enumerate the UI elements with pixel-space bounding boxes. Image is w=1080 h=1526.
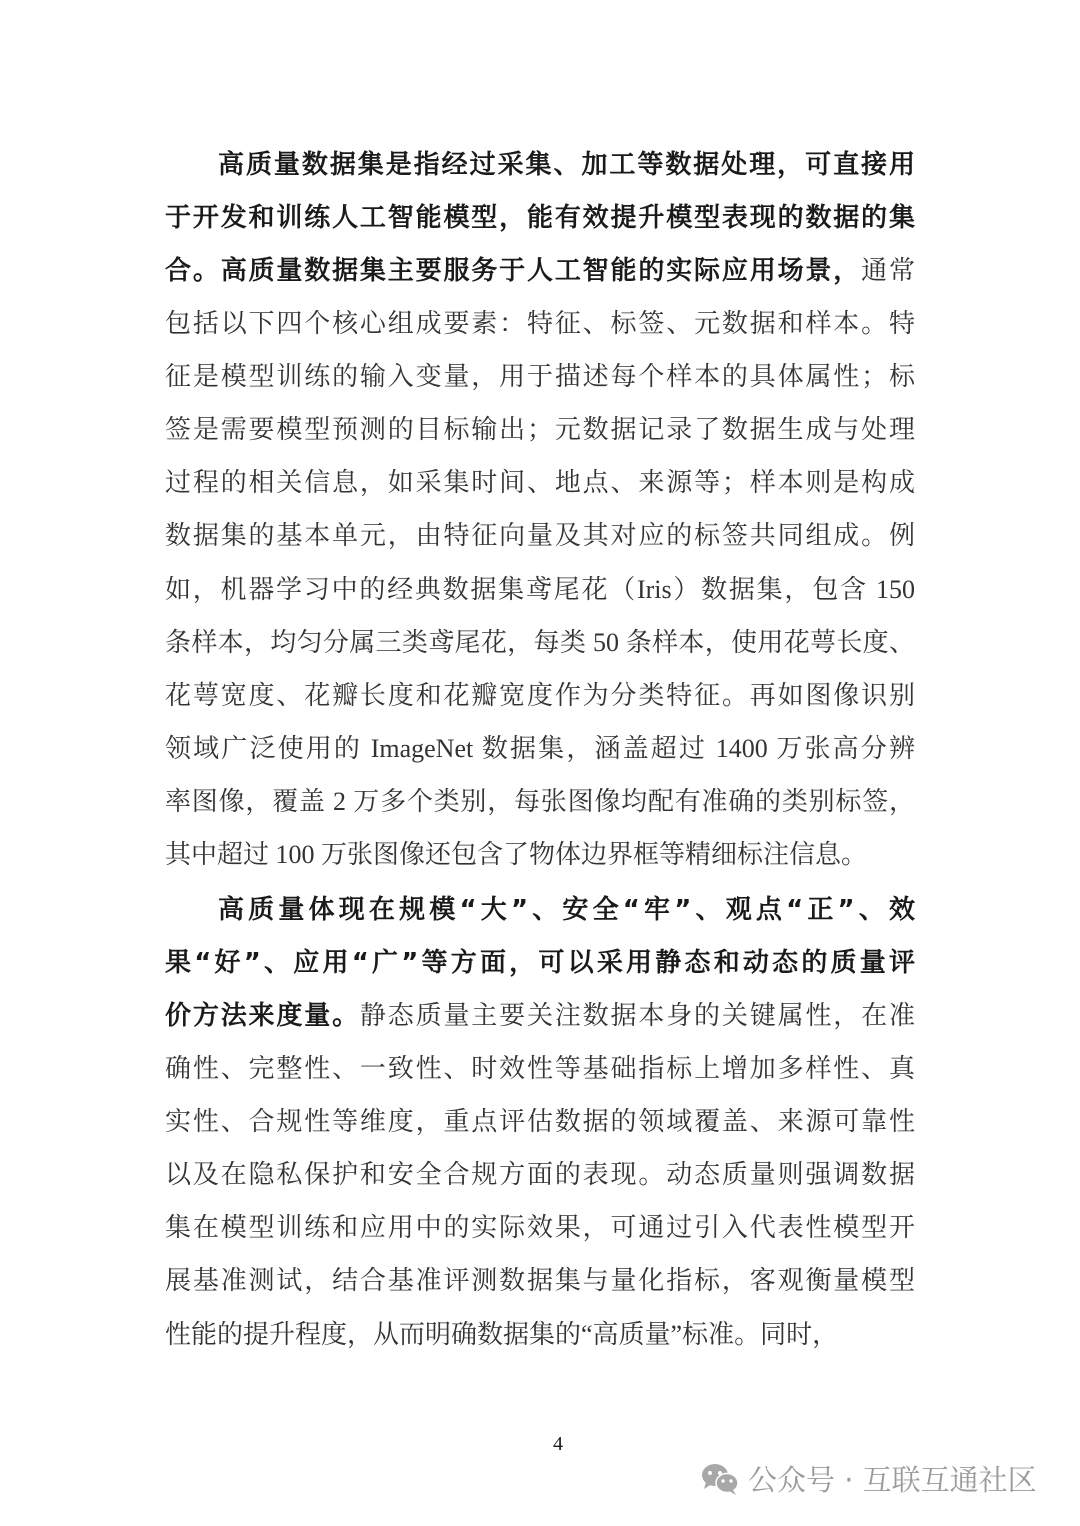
text-segment: 以及在隐私保护和安全合规方面的表现。动态质量则强调数据 <box>165 1160 915 1189</box>
text-segment: 数据集的基本单元，由特征向量及其对应的标签共同组成。例 <box>165 521 915 550</box>
text-segment: 领域广泛使用的 ImageNet 数据集，涵盖超过 1400 万张高分辨 <box>165 734 915 763</box>
text-line <box>165 732 915 766</box>
bold-text-segment: 果“好”、应用“广”等方面，可以采用静态和动态的质量评 <box>165 948 915 978</box>
text-line <box>165 999 915 1033</box>
text-segment: 实性、合规性等维度，重点评估数据的领域覆盖、来源可靠性 <box>165 1107 915 1136</box>
text-segment: 率图像，覆盖 2 万多个类别，每张图像均配有准确的类别标签， <box>165 787 915 816</box>
text-line <box>165 1318 915 1352</box>
text-segment: 征是模型训练的输入变量，用于描述每个样本的具体属性；标 <box>165 362 915 391</box>
text-line <box>165 307 915 341</box>
text-segment: 花萼宽度、花瓣长度和花瓣宽度作为分类特征。再如图像识别 <box>165 681 915 710</box>
text-segment: 如，机器学习中的经典数据集鸢尾花（Iris）数据集，包含 150 <box>165 575 915 604</box>
text-line <box>165 785 915 819</box>
text-line <box>218 893 915 927</box>
text-line <box>165 254 915 288</box>
bold-text-segment: 于开发和训练人工智能模型，能有效提升模型表现的数据的集 <box>165 203 915 233</box>
text-line <box>165 626 915 660</box>
text-segment: 静态质量主要关注数据本身的关键属性，在准 <box>359 1001 915 1030</box>
text-line <box>165 1105 915 1139</box>
text-line <box>165 413 915 447</box>
text-line <box>165 519 915 553</box>
text-line <box>165 1264 915 1298</box>
text-segment: 集在模型训练和应用中的实际效果，可通过引入代表性模型开 <box>165 1213 915 1242</box>
text-segment: 展基准测试，结合基准评测数据集与量化指标，客观衡量模型 <box>165 1266 915 1295</box>
text-line <box>165 946 915 980</box>
page-number: 4 <box>553 1433 563 1455</box>
watermark <box>700 1458 1037 1499</box>
text-line <box>218 148 915 182</box>
bold-text-segment: 高质量体现在规模“大”、安全“牢”、观点“正”、效 <box>218 895 915 925</box>
text-segment: 条样本，均匀分属三类鸢尾花，每类 50 条样本，使用花萼长度、 <box>165 628 915 657</box>
text-segment: 性能的提升程度，从而明确数据集的“高质量”标准。同时， <box>165 1320 839 1349</box>
text-segment: 确性、完整性、一致性、时效性等基础指标上增加多样性、真 <box>165 1054 915 1083</box>
bold-text-segment: 价方法来度量。 <box>165 1001 360 1031</box>
text-line <box>165 1211 915 1245</box>
text-segment: 通常 <box>861 256 915 285</box>
text-segment: 签是需要模型预测的目标输出；元数据记录了数据生成与处理 <box>165 415 915 444</box>
watermark-text: 公众号 · 互联互通社区 <box>748 1463 1037 1497</box>
text-segment: 包括以下四个核心组成要素：特征、标签、元数据和样本。特 <box>165 309 915 338</box>
text-line <box>165 1158 915 1192</box>
text-line <box>165 360 915 394</box>
bold-text-segment: 合。高质量数据集主要服务于人工智能的实际应用场景， <box>165 256 862 286</box>
text-line <box>165 1052 915 1086</box>
bold-text-segment: 高质量数据集是指经过采集、加工等数据处理，可直接用 <box>218 150 915 180</box>
text-line <box>165 573 915 607</box>
text-line <box>165 201 915 235</box>
text-line <box>165 679 915 713</box>
text-line <box>165 466 915 500</box>
text-line <box>165 838 915 872</box>
wechat-icon <box>700 1462 740 1496</box>
text-segment: 其中超过 100 万张图像还包含了物体边界框等精细标注信息。 <box>165 840 868 869</box>
text-segment: 过程的相关信息，如采集时间、地点、来源等；样本则是构成 <box>165 468 915 497</box>
